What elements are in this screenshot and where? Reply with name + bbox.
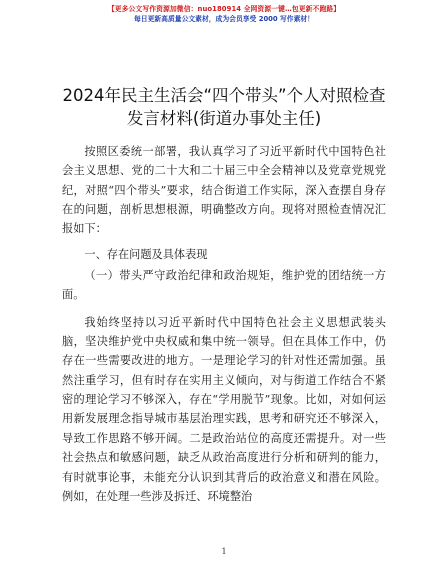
- title-line-1: 2024年民主生活会“四个带头”个人对照检查: [62, 86, 386, 105]
- promo-banner: [0, 4, 448, 24]
- subsection-heading: （一）带头严守政治纪律和政治规矩，维护党的团结统一方面。: [62, 269, 386, 302]
- banner-line-blue: 每日更新高质量公文素材，成为会员享受 2000 写作素材！: [134, 15, 314, 23]
- banner-line-red: 【更多公文写作资源加微信：nuo180914 全网资源一键…包更新不跑路】: [107, 5, 341, 13]
- document-title: [40, 84, 408, 130]
- intro-paragraph: 按照区委统一部署，我认真学习了习近平新时代中国特色社会主义思想、党的二十大和二十届三中全会精神以及党章党规党纪，对照“四个带头”要求，结合街道工作实际，深入查摆自身存在的问题，剖析思想根源，明确整改方向。现将对照检查情况汇报如下：: [62, 145, 386, 236]
- document-body: [62, 142, 386, 506]
- body-paragraph: 我始终坚持以习近平新时代中国特色社会主义思想武装头脑，坚决维护党中央权威和集中统一领导。但在具体工作中，仍存在一些需要改进的地方。一是理论学习的针对性还需加强。虽然注重学习，但有时存在实用主义倾向，对与街道工作结合不紧密的理论学习不够深入，存在“学用脱节”现象。比如，对如何运用新发展理念指导城市基层治理实践，思考和研究还不够深入，导致工作思路不够开阔。二是政治站位的高度还需提升。对一些社会热点和敏感问题，缺乏从政治高度进行分析和研判的能力，有时就事论事，未能充分认识到其背后的政治意义和潜在风险。例如，在处理一些涉及拆迁、环境整治: [62, 315, 386, 503]
- title-line-2: 发言材料(街道办事处主任): [126, 109, 322, 128]
- section-heading: 一、存在问题及具体表现: [84, 247, 208, 261]
- page-number: 1: [221, 547, 227, 556]
